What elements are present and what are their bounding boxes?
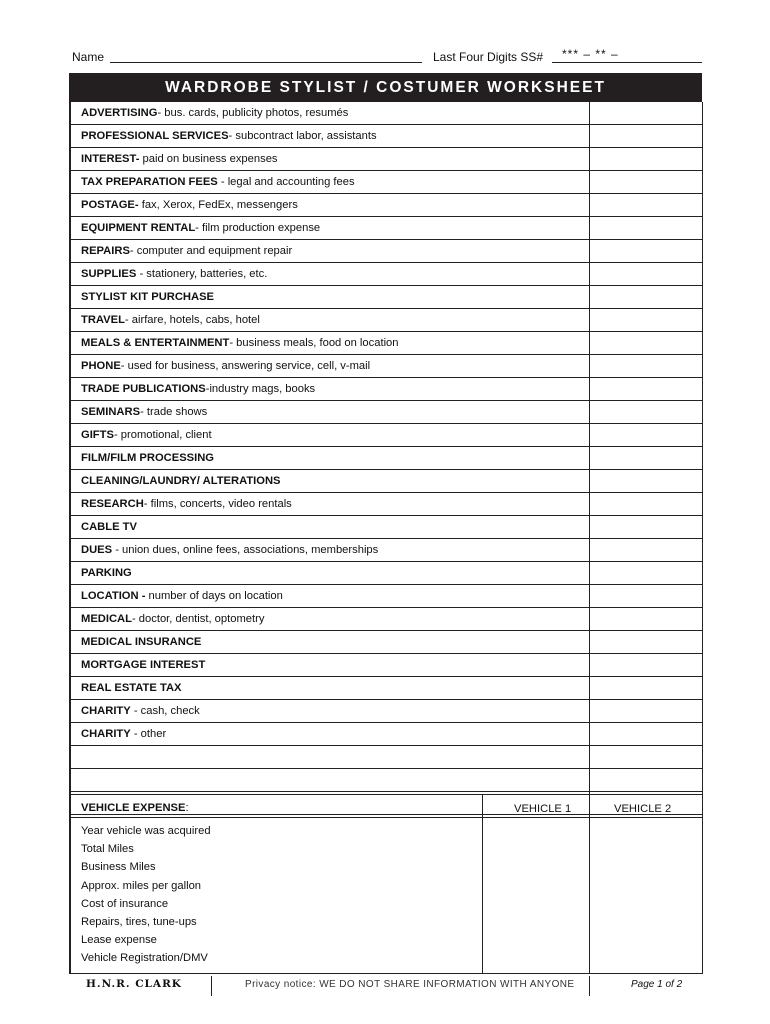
expense-label: MORTGAGE INTEREST xyxy=(81,659,206,671)
vehicle-expense-section xyxy=(69,794,703,974)
expense-row xyxy=(71,516,702,539)
ss-field[interactable] xyxy=(552,62,702,63)
expense-row xyxy=(71,447,702,470)
expense-label: DUES - union dues, online fees, associations, memberships xyxy=(81,544,379,556)
expense-row xyxy=(71,125,702,148)
expense-row xyxy=(71,355,702,378)
expense-label: CHARITY - other xyxy=(81,728,167,740)
vehicle-item-label: Approx. miles per gallon xyxy=(81,879,202,892)
brand-logo: H.N.R. CLARK xyxy=(86,978,182,990)
ss-label: Last Four Digits SS# xyxy=(433,50,544,64)
expense-row xyxy=(71,539,702,562)
vehicle-1-column[interactable] xyxy=(482,795,483,973)
vehicle-2-header: VEHICLE 2 xyxy=(614,803,672,815)
vehicle-item-label: Business Miles xyxy=(81,861,156,874)
expense-row xyxy=(71,171,702,194)
expense-row xyxy=(71,654,702,677)
expense-row xyxy=(71,746,702,769)
footer xyxy=(69,976,702,996)
expense-row xyxy=(71,102,702,125)
expense-row xyxy=(71,562,702,585)
amount-field[interactable] xyxy=(589,194,703,216)
expense-row xyxy=(71,769,702,792)
amount-field[interactable] xyxy=(589,700,703,722)
amount-field[interactable] xyxy=(589,286,703,308)
amount-field[interactable] xyxy=(589,654,703,676)
amount-field[interactable] xyxy=(589,332,703,354)
footer-divider xyxy=(589,976,590,996)
amount-field[interactable] xyxy=(589,309,703,331)
expense-row xyxy=(71,424,702,447)
amount-field[interactable] xyxy=(589,470,703,492)
vehicle-item-label: Lease expense xyxy=(81,934,157,947)
vehicle-1-header: VEHICLE 1 xyxy=(514,803,572,815)
vehicle-item-label: Vehicle Registration/DMV xyxy=(81,952,208,965)
ss-value: *** – ** – xyxy=(562,47,619,61)
amount-field[interactable] xyxy=(589,723,703,745)
expense-label: FILM/FILM PROCESSING xyxy=(81,452,215,464)
page-number: Page 1 of 2 xyxy=(631,979,683,990)
amount-field[interactable] xyxy=(589,424,703,446)
expense-label: PHONE- used for business, answering service, cell, v-mail xyxy=(81,360,371,372)
vehicle-item-label: Cost of insurance xyxy=(81,897,169,910)
expense-label: ADVERTISING- bus. cards, publicity photos, resumés xyxy=(81,107,349,119)
amount-field[interactable] xyxy=(589,608,703,630)
name-field[interactable] xyxy=(110,62,422,63)
expense-row xyxy=(71,332,702,355)
expense-row xyxy=(71,493,702,516)
amount-field[interactable] xyxy=(589,378,703,400)
expense-label: MEDICAL INSURANCE xyxy=(81,636,202,648)
expense-row xyxy=(71,608,702,631)
expense-row xyxy=(71,194,702,217)
amount-field[interactable] xyxy=(589,769,703,791)
footer-divider xyxy=(211,976,212,996)
expense-label: RESEARCH- films, concerts, video rentals xyxy=(81,498,292,510)
amount-field[interactable] xyxy=(589,217,703,239)
expense-row xyxy=(71,401,702,424)
expense-label: CHARITY - cash, check xyxy=(81,705,200,717)
expense-row xyxy=(71,631,702,654)
amount-field[interactable] xyxy=(589,240,703,262)
expense-row xyxy=(71,378,702,401)
expense-row xyxy=(71,677,702,700)
expense-row xyxy=(71,148,702,171)
expense-label: LOCATION - number of days on location xyxy=(81,590,283,602)
expense-label: STYLIST KIT PURCHASE xyxy=(81,291,215,303)
expense-label: PARKING xyxy=(81,567,132,579)
vehicle-item-label: Repairs, tires, tune-ups xyxy=(81,916,197,928)
amount-field[interactable] xyxy=(589,539,703,561)
expense-row xyxy=(71,240,702,263)
expense-label: TRAVEL- airfare, hotels, cabs, hotel xyxy=(81,314,260,326)
expense-label: CLEANING/LAUNDRY/ ALTERATIONS xyxy=(81,475,281,487)
amount-field[interactable] xyxy=(589,746,703,768)
expense-label: POSTAGE- fax, Xerox, FedEx, messengers xyxy=(81,199,298,211)
amount-field[interactable] xyxy=(589,102,703,124)
vehicle-2-column[interactable] xyxy=(589,795,590,973)
expense-label: MEALS & ENTERTAINMENT- business meals, food on location xyxy=(81,337,399,349)
amount-field[interactable] xyxy=(589,355,703,377)
amount-field[interactable] xyxy=(589,401,703,423)
amount-field[interactable] xyxy=(589,677,703,699)
expense-label: MEDICAL- doctor, dentist, optometry xyxy=(81,613,265,625)
expense-label: REPAIRS- computer and equipment repair xyxy=(81,245,293,257)
amount-field[interactable] xyxy=(589,171,703,193)
amount-field[interactable] xyxy=(589,263,703,285)
expense-label: CABLE TV xyxy=(81,521,137,533)
amount-field[interactable] xyxy=(589,125,703,147)
expense-row xyxy=(71,309,702,332)
amount-field[interactable] xyxy=(589,562,703,584)
amount-field[interactable] xyxy=(589,585,703,607)
expense-label: SUPPLIES - stationery, batteries, etc. xyxy=(81,268,268,280)
expense-label: TAX PREPARATION FEES - legal and accounting fees xyxy=(81,176,355,188)
expense-label: GIFTS- promotional, client xyxy=(81,429,212,441)
amount-field[interactable] xyxy=(589,516,703,538)
expense-row xyxy=(71,286,702,309)
expense-label: PROFESSIONAL SERVICES- subcontract labor, assistants xyxy=(81,130,377,142)
expense-label: INTEREST- paid on business expenses xyxy=(81,153,278,165)
expense-label: EQUIPMENT RENTAL- film production expense xyxy=(81,222,321,234)
expense-row xyxy=(71,217,702,240)
expense-table xyxy=(69,102,703,815)
vehicle-item-label: Total Miles xyxy=(81,843,134,856)
expense-row xyxy=(71,700,702,723)
amount-field[interactable] xyxy=(589,493,703,515)
amount-field[interactable] xyxy=(589,447,703,469)
name-label: Name xyxy=(72,50,105,64)
amount-field[interactable] xyxy=(589,148,703,170)
expense-label: SEMINARS- trade shows xyxy=(81,406,208,418)
vehicle-item-label: Year vehicle was acquired xyxy=(81,825,211,837)
expense-row xyxy=(71,470,702,493)
vehicle-expense-label: VEHICLE EXPENSE: xyxy=(81,802,189,814)
expense-row xyxy=(71,263,702,286)
amount-field[interactable] xyxy=(589,631,703,653)
worksheet-title: WARDROBE STYLIST / COSTUMER WORKSHEET xyxy=(69,73,702,102)
vehicle-header-divider xyxy=(71,817,702,818)
privacy-notice: Privacy notice: WE DO NOT SHARE INFORMATION WITH ANYONE xyxy=(245,979,575,990)
expense-label: REAL ESTATE TAX xyxy=(81,682,182,694)
expense-label: TRADE PUBLICATIONS-industry mags, books xyxy=(81,383,316,395)
expense-row xyxy=(71,723,702,746)
expense-row xyxy=(71,585,702,608)
header-fields xyxy=(70,46,702,66)
